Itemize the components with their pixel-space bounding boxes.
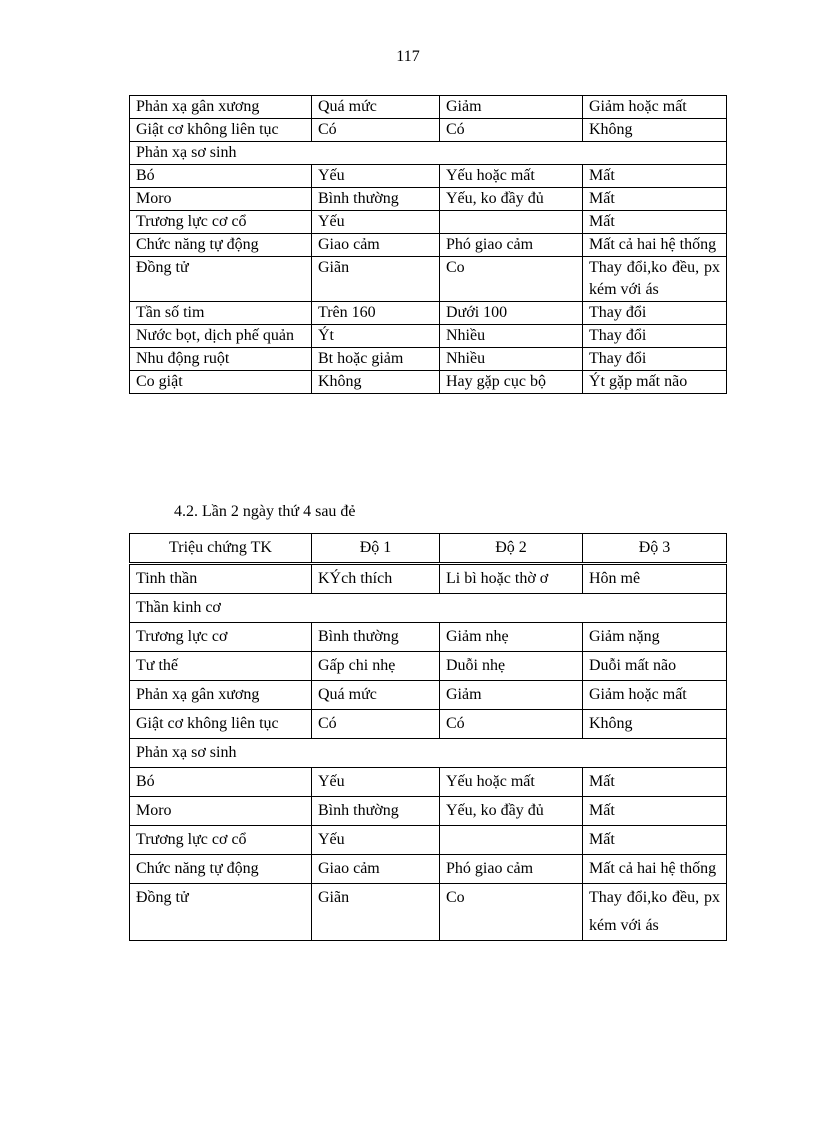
table-cell (440, 826, 583, 855)
table-cell: KÝch thích (312, 564, 440, 594)
table-cell: Phó giao cảm (440, 855, 583, 884)
table-cell: Nhu động ruột (130, 348, 312, 371)
table-cell: Bình thường (312, 797, 440, 826)
table-cell: Moro (130, 188, 312, 211)
table-cell (440, 211, 583, 234)
table-cell: Không (583, 119, 727, 142)
table-cell: Tư thế (130, 652, 312, 681)
table-cell: Duỗi mất não (583, 652, 727, 681)
table-cell: Yếu hoặc mất (440, 768, 583, 797)
table-cell: Chức năng tự động (130, 855, 312, 884)
grading-table-day1 (129, 95, 727, 394)
table-cell: Nhiều (440, 348, 583, 371)
table-cell: Giãn (312, 884, 440, 941)
table-cell: Trương lực cơ cổ (130, 826, 312, 855)
table-row (130, 371, 727, 394)
table-cell: Li bì hoặc thờ ơ (440, 564, 583, 594)
table-cell: Mất (583, 165, 727, 188)
table-cell: Đồng tử (130, 884, 312, 941)
table-row (130, 325, 727, 348)
section-cell: Phản xạ sơ sinh (130, 739, 727, 768)
table-cell: Trương lực cơ (130, 623, 312, 652)
table2-body (130, 564, 727, 941)
table-row (130, 797, 727, 826)
header-cell: Độ 1 (312, 534, 440, 564)
table-cell: Yếu (312, 768, 440, 797)
table-cell: Tinh thần (130, 564, 312, 594)
table-cell: Quá mức (312, 681, 440, 710)
table-cell: Gấp chi nhẹ (312, 652, 440, 681)
section-cell: Phản xạ sơ sinh (130, 142, 727, 165)
grading-table-day4 (129, 533, 727, 941)
table-cell: Giật cơ không liên tục (130, 710, 312, 739)
table-row (130, 855, 727, 884)
table-cell: Co (440, 884, 583, 941)
table-cell: Bó (130, 165, 312, 188)
table-cell: Phản xạ gân xương (130, 96, 312, 119)
table-cell: Yếu, ko đầy đủ (440, 188, 583, 211)
table-cell: Duỗi nhẹ (440, 652, 583, 681)
table-cell: Bó (130, 768, 312, 797)
table-row (130, 165, 727, 188)
table-row (130, 652, 727, 681)
table-cell: Giảm (440, 96, 583, 119)
table-cell: Có (312, 710, 440, 739)
table-cell: Đồng tử (130, 257, 312, 302)
table-cell: Yếu (312, 165, 440, 188)
section-row (130, 142, 727, 165)
table-cell: Yếu, ko đầy đủ (440, 797, 583, 826)
table-cell: Quá mức (312, 96, 440, 119)
section-caption: 4.2. Lần 2 ngày thứ 4 sau đẻ (174, 503, 356, 520)
table-row (130, 96, 727, 119)
table-cell: Hôn mê (583, 564, 727, 594)
table-row (130, 234, 727, 257)
table-cell: Giảm nhẹ (440, 623, 583, 652)
table-cell: Mất cả hai hệ thống (583, 855, 727, 884)
table-row (130, 768, 727, 797)
table-cell: Thay đổi (583, 325, 727, 348)
table-cell: Không (312, 371, 440, 394)
table-cell: Giãn (312, 257, 440, 302)
table-cell: Ýt (312, 325, 440, 348)
table-cell: Chức năng tự động (130, 234, 312, 257)
table-cell: Bình thường (312, 188, 440, 211)
table-cell: Phản xạ gân xương (130, 681, 312, 710)
table-cell: Co giật (130, 371, 312, 394)
table-row (130, 348, 727, 371)
table-cell: Yếu (312, 826, 440, 855)
table-cell: Dưới 100 (440, 302, 583, 325)
section-row (130, 739, 727, 768)
header-cell: Độ 2 (440, 534, 583, 564)
table-cell: Mất (583, 768, 727, 797)
table-cell: Moro (130, 797, 312, 826)
table-cell: Giao cảm (312, 234, 440, 257)
table-cell: Giảm (440, 681, 583, 710)
table-cell: Phó giao cảm (440, 234, 583, 257)
table-row (130, 257, 727, 302)
table-cell: Giao cảm (312, 855, 440, 884)
header-cell: Triệu chứng TK (130, 534, 312, 564)
table-row (130, 564, 727, 594)
table-row (130, 681, 727, 710)
table-cell: Bình thường (312, 623, 440, 652)
table-cell: Trương lực cơ cổ (130, 211, 312, 234)
page-number: 117 (396, 48, 420, 65)
table-cell: Có (440, 119, 583, 142)
table-row (130, 119, 727, 142)
header-cell: Độ 3 (583, 534, 727, 564)
table1-body (130, 96, 727, 394)
section-cell: Thần kinh cơ (130, 594, 727, 623)
table-cell: Bt hoặc giảm (312, 348, 440, 371)
table-cell: Giảm hoặc mất (583, 96, 727, 119)
section-row (130, 594, 727, 623)
table-cell: Mất (583, 188, 727, 211)
table-cell: Co (440, 257, 583, 302)
table-cell: Ýt gặp mất não (583, 371, 727, 394)
table-cell: Mất cả hai hệ thống (583, 234, 727, 257)
table-cell: Thay đổi,ko đều, px kém với ás (583, 884, 727, 941)
table-cell: Tần số tim (130, 302, 312, 325)
table-cell: Có (440, 710, 583, 739)
table-cell: Nhiều (440, 325, 583, 348)
table-cell: Yếu hoặc mất (440, 165, 583, 188)
table-cell: Trên 160 (312, 302, 440, 325)
table-row (130, 884, 727, 941)
table-cell: Có (312, 119, 440, 142)
table2-header (130, 534, 727, 564)
table-row (130, 188, 727, 211)
table-cell: Nước bọt, dịch phế quản (130, 325, 312, 348)
table-cell: Thay đổi (583, 302, 727, 325)
table-cell: Mất (583, 211, 727, 234)
table-cell: Thay đổi (583, 348, 727, 371)
table-row (130, 623, 727, 652)
table-cell: Giảm nặng (583, 623, 727, 652)
table-row (130, 211, 727, 234)
table-cell: Mất (583, 797, 727, 826)
table-row (130, 826, 727, 855)
table-cell: Mất (583, 826, 727, 855)
table-row (130, 302, 727, 325)
table-cell: Giảm hoặc mất (583, 681, 727, 710)
table-cell: Thay đổi,ko đều, px kém với ás (583, 257, 727, 302)
table-cell: Không (583, 710, 727, 739)
table-cell: Yếu (312, 211, 440, 234)
table-cell: Giật cơ không liên tục (130, 119, 312, 142)
table-cell: Hay gặp cục bộ (440, 371, 583, 394)
table-header-row (130, 534, 727, 564)
table-row (130, 710, 727, 739)
